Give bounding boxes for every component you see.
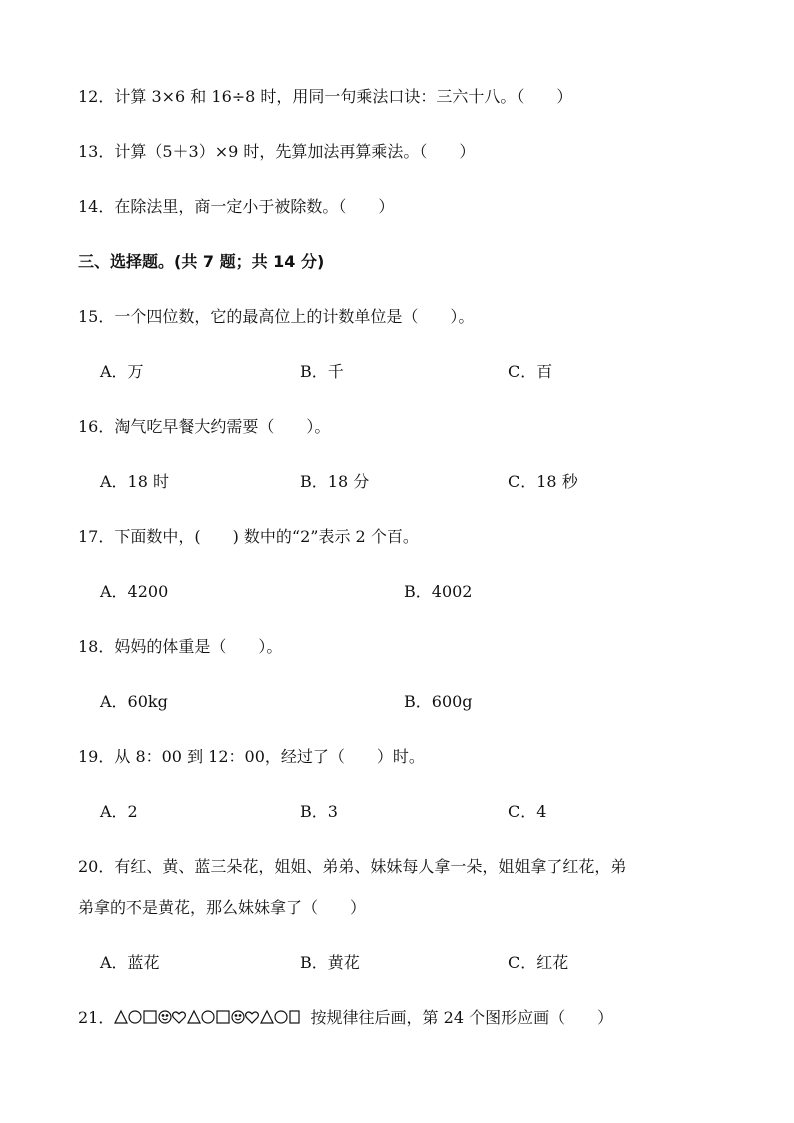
- question-18: 18．妈妈的体重是（ ）。: [78, 637, 283, 656]
- question-12: 12．计算 3×6 和 16÷8 时，用同一句乘法口诀：三六十八。（ ）: [78, 87, 573, 106]
- triangle-icon: [115, 1011, 127, 1023]
- q17-option-b: B．4002: [404, 582, 473, 601]
- question-20-line-2: 弟拿的不是黄花，那么妹妹拿了（ ）: [78, 898, 367, 917]
- q15-option-b: B．千: [300, 362, 344, 381]
- question-21-number: 21．: [78, 1008, 115, 1027]
- square-icon: [144, 1011, 156, 1023]
- q20-option-a: A．蓝花: [100, 953, 160, 972]
- question-14: 14．在除法里，商一定小于被除数。（ ）: [78, 197, 395, 216]
- question-19: 19．从 8：00 到 12：00，经过了（ ）时。: [78, 747, 425, 766]
- circle-icon: [275, 1011, 287, 1023]
- question-16: 16．淘气吃早餐大约需要（ ）。: [78, 417, 331, 436]
- q18-option-b: B．600g: [404, 692, 473, 711]
- circle-icon: [129, 1011, 141, 1023]
- question-21: [78, 1008, 613, 1028]
- q15-option-a: A．万: [100, 362, 144, 381]
- question-17: 17．下面数中，( ) 数中的“2”表示 2 个百。: [78, 527, 419, 546]
- q20-option-c: C．红花: [508, 953, 569, 972]
- q15-option-c: C．百: [508, 362, 553, 381]
- q16-option-a: A．18 时: [100, 472, 170, 491]
- square-icon: [217, 1011, 229, 1023]
- q19-option-c: C．4: [508, 802, 547, 821]
- heart-icon: [246, 1012, 259, 1023]
- question-13: 13．计算（5＋3）×9 时，先算加法再算乘法。（ ）: [78, 142, 476, 161]
- q20-option-b: B．黄花: [300, 953, 360, 972]
- triangle-icon: [261, 1011, 273, 1023]
- shape-sequence-figure: [114, 1009, 300, 1025]
- q19-option-a: A．2: [100, 802, 138, 821]
- q17-option-a: A．4200: [100, 582, 169, 601]
- section-heading-choice: 三、选择题。(共 7 题；共 14 分): [78, 252, 325, 271]
- q16-option-b: B．18 分: [300, 472, 370, 491]
- question-21-stem: 按规律往后画，第 24 个图形应画（ ）: [310, 1008, 614, 1027]
- smiley-icon: [159, 1011, 171, 1023]
- smiley-icon: [232, 1011, 244, 1023]
- triangle-icon: [188, 1011, 200, 1023]
- heart-icon: [173, 1012, 186, 1023]
- question-20-line-1: 20．有红、黄、蓝三朵花，姐姐、弟弟、妹妹每人拿一朵，姐姐拿了红花，弟: [78, 857, 627, 876]
- q16-option-c: C．18 秒: [508, 472, 578, 491]
- q18-option-a: A．60kg: [100, 692, 168, 711]
- circle-icon: [202, 1011, 214, 1023]
- square-icon: [290, 1011, 299, 1023]
- q19-option-b: B．3: [300, 802, 338, 821]
- question-15: 15．一个四位数，它的最高位上的计数单位是（ ）。: [78, 307, 475, 326]
